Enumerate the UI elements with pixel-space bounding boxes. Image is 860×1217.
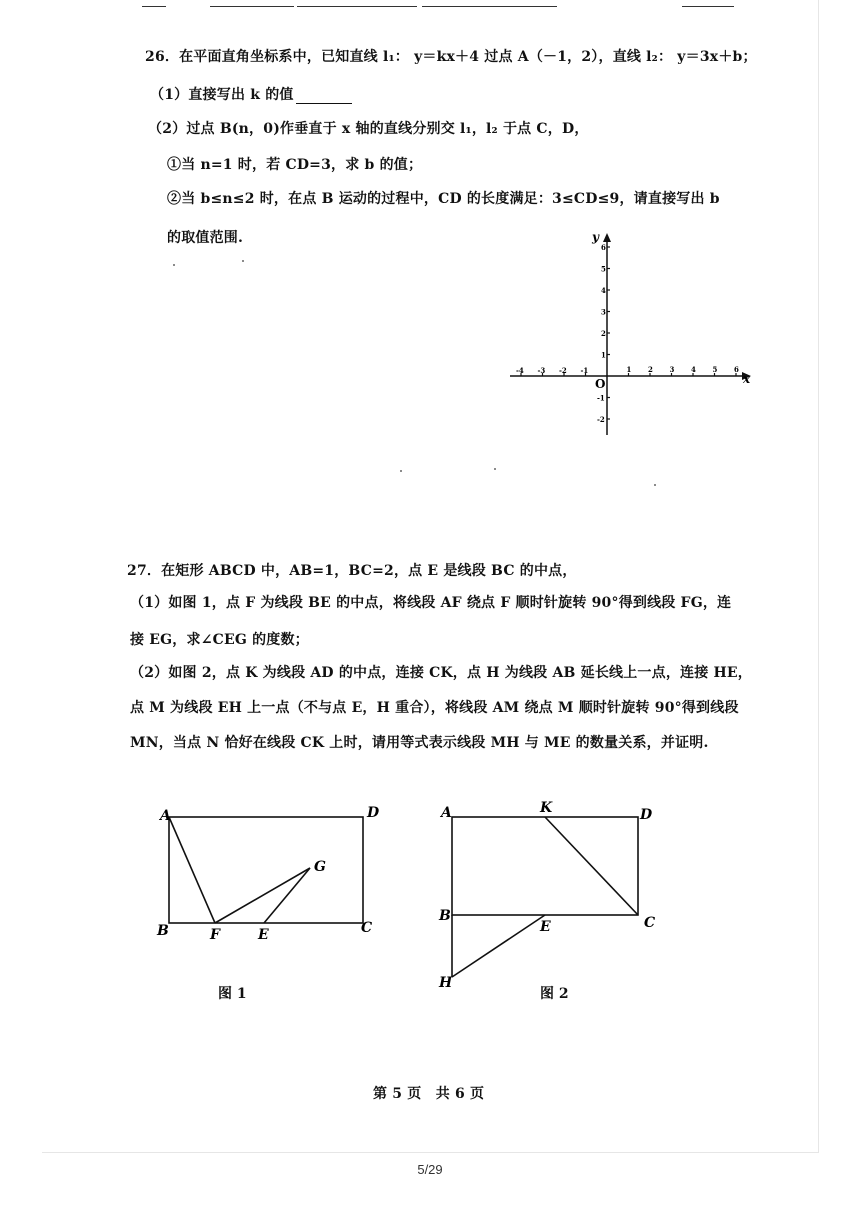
top-rule	[682, 6, 734, 7]
segment-eg	[264, 868, 310, 923]
segment-he	[452, 915, 545, 977]
top-rule	[142, 6, 166, 7]
x-tick-label: -4	[516, 366, 524, 375]
y-tick-label: -1	[597, 393, 605, 403]
label-c: C	[644, 915, 656, 931]
segment-fg	[215, 868, 310, 923]
coordinate-plane	[502, 225, 762, 440]
y-tick-label: 6	[601, 243, 606, 252]
page-indicator: 5/29	[417, 1162, 443, 1177]
label-e: E	[258, 927, 269, 943]
figure-1	[147, 795, 387, 955]
x-tick-label: -1	[580, 366, 589, 375]
x-axis-label: x	[743, 372, 751, 386]
page-footer: 第 5 页 共 6 页	[373, 1086, 485, 1102]
x-tick-label: 2	[648, 365, 653, 374]
y-tick-label: 5	[601, 264, 606, 274]
q27-part2-line3: MN，当点 N 恰好在线段 CK 上时，请用等式表示线段 MH 与 ME 的数量关系，并证明.	[130, 735, 709, 751]
figure-1-caption: 图 1	[218, 986, 247, 1002]
label-d: D	[367, 805, 380, 821]
q26-sub2-cont: 的取值范围.	[167, 230, 244, 246]
x-tick-label: 3	[669, 365, 675, 374]
x-ticks	[516, 365, 739, 376]
y-tick-label: 3	[601, 307, 606, 317]
top-rule	[297, 6, 417, 7]
q26-stem: 26．在平面直角坐标系中，已知直线 l₁： y＝kx＋4 过点 A（－1，2），直线 l₂： y＝3x＋b；	[145, 49, 757, 65]
q26-sub2: ②当 b≤n≤2 时，在点 B 运动的过程中，CD 的长度满足：3≤CD≤9，请直接写出 b	[167, 191, 720, 207]
x-tick-label: 4	[691, 365, 696, 374]
x-tick-label: 6	[734, 365, 739, 374]
label-a: A	[160, 808, 171, 824]
x-tick-label: 1	[626, 365, 632, 374]
label-e: E	[540, 919, 551, 935]
segment-kc	[545, 817, 638, 915]
q26-part1-text: （1）直接写出 k 的值	[150, 87, 294, 103]
y-axis-label: y	[592, 230, 599, 244]
y-ticks	[597, 243, 610, 424]
y-axis-arrow	[603, 233, 611, 242]
figure-2-caption: 图 2	[540, 986, 569, 1002]
q27-part2-line1: （2）如图 2，点 K 为线段 AD 的中点，连接 CK，点 H 为线段 AB 延长线上一点，连接 HE，	[130, 665, 752, 681]
top-rule	[210, 6, 294, 7]
q26-part1	[150, 84, 352, 104]
y-tick-label: -2	[597, 415, 605, 424]
segment-af	[169, 817, 215, 923]
q27-part1-line2: 接 EG，求∠CEG 的度数；	[130, 632, 309, 648]
top-rule	[422, 6, 557, 7]
x-tick-label: 5	[712, 365, 718, 374]
label-b: B	[157, 923, 169, 939]
label-b: B	[439, 908, 451, 924]
rectangle-abcd	[452, 817, 638, 915]
label-g: G	[314, 859, 326, 875]
answer-blank	[296, 89, 352, 104]
rectangle-abcd	[169, 817, 363, 923]
label-f: F	[210, 927, 220, 943]
label-k: K	[540, 800, 553, 816]
y-tick-label: 1	[601, 350, 606, 360]
label-h: H	[439, 975, 453, 991]
label-d: D	[640, 807, 653, 823]
y-tick-label: 2	[601, 329, 606, 338]
y-tick-label: 4	[601, 286, 606, 295]
exam-page	[42, 0, 819, 1153]
figure-2	[427, 795, 667, 995]
x-tick-label: -2	[559, 366, 567, 375]
q27-part1-line1: （1）如图 1，点 F 为线段 BE 的中点，将线段 AF 绕点 F 顺时针旋转 90°得到线段 FG，连	[130, 595, 732, 611]
q27-part2-line2: 点 M 为线段 EH 上一点（不与点 E，H 重合），将线段 AM 绕点 M 顺时针旋转 90°得到线段	[130, 700, 739, 716]
origin-label: O	[595, 377, 606, 391]
label-c: C	[361, 920, 373, 936]
x-tick-label: -3	[537, 366, 546, 375]
q27-stem: 27．在矩形 ABCD 中，AB=1，BC=2，点 E 是线段 BC 的中点，	[127, 563, 577, 579]
label-a: A	[441, 805, 452, 821]
q26-part2: （2）过点 B(n，0)作垂直于 x 轴的直线分别交 l₁，l₂ 于点 C，D，	[148, 121, 589, 137]
q26-sub1: ①当 n=1 时，若 CD=3，求 b 的值；	[167, 157, 423, 173]
